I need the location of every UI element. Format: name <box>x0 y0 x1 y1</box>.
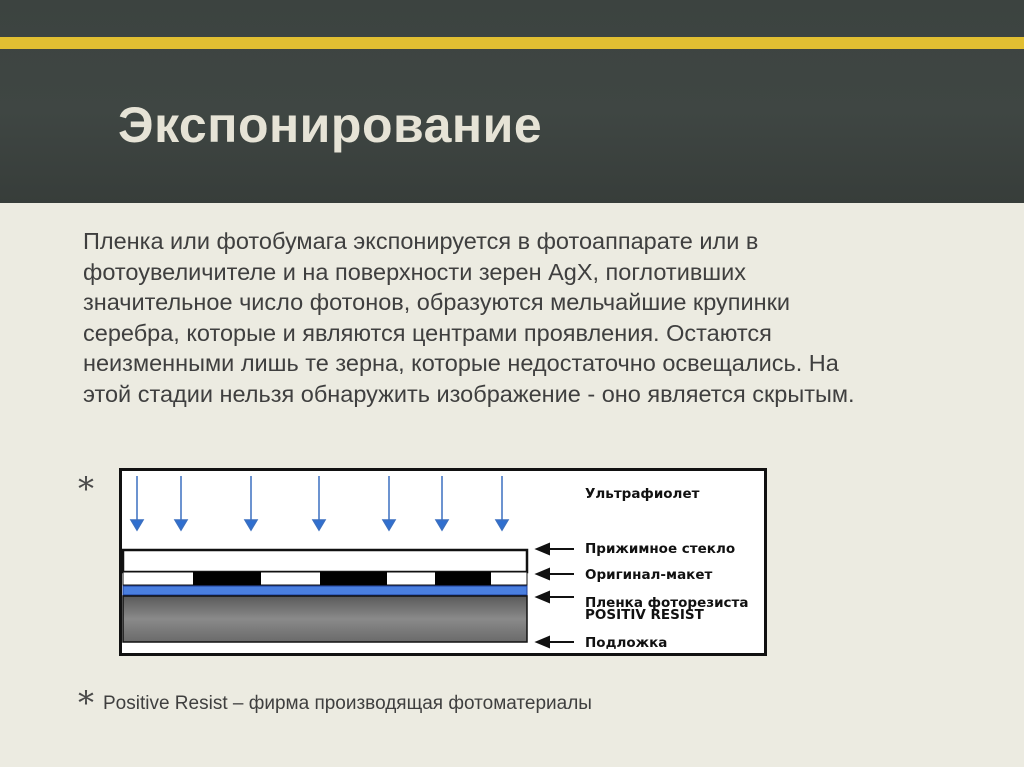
body-line: фотоувеличителе и на поверхности зерен AgX, поглотивших <box>83 258 747 285</box>
body-line: серебра, которые и являются центрами проявления. Остаются <box>83 319 772 346</box>
mask-opaque-segment <box>193 572 261 585</box>
label-positiv-resist: POSITIV RESIST <box>585 607 704 623</box>
bullet-asterisk: * <box>78 470 94 508</box>
footnote-asterisk: * <box>78 684 94 722</box>
exposure-diagram <box>119 468 767 656</box>
mask-opaque-segment <box>435 572 491 585</box>
label-photoresist: Пленка фоторезиста <box>585 595 749 611</box>
footnote-text: Positive Resist – фирма производящая фотоматериалы <box>103 693 592 714</box>
label-uv: Ультрафиолет <box>585 486 700 502</box>
label-pressing-glass: Прижимное стекло <box>585 541 736 557</box>
body-line: значительное число фотонов, образуются мельчайшие крупинки <box>83 289 791 315</box>
substrate <box>123 596 527 642</box>
body-paragraph <box>83 226 963 409</box>
body-line: неизменными лишь те зерна, которые недостаточно освещались. На <box>83 350 839 376</box>
label-substrate: Подложка <box>585 635 668 651</box>
accent-stripe <box>0 37 1024 49</box>
mask-opaque-segment <box>320 572 387 585</box>
photoresist-film <box>123 586 527 595</box>
pressing-glass <box>123 550 527 572</box>
slide-title: Экспонирование <box>118 97 543 153</box>
body-line: Пленка или фотобумага экспонируется в фотоаппарате или в <box>83 228 759 254</box>
body-line: этой стадии нельзя обнаружить изображение - оно является скрытым. <box>83 380 855 407</box>
label-original-layout: Оригинал-макет <box>585 567 713 583</box>
